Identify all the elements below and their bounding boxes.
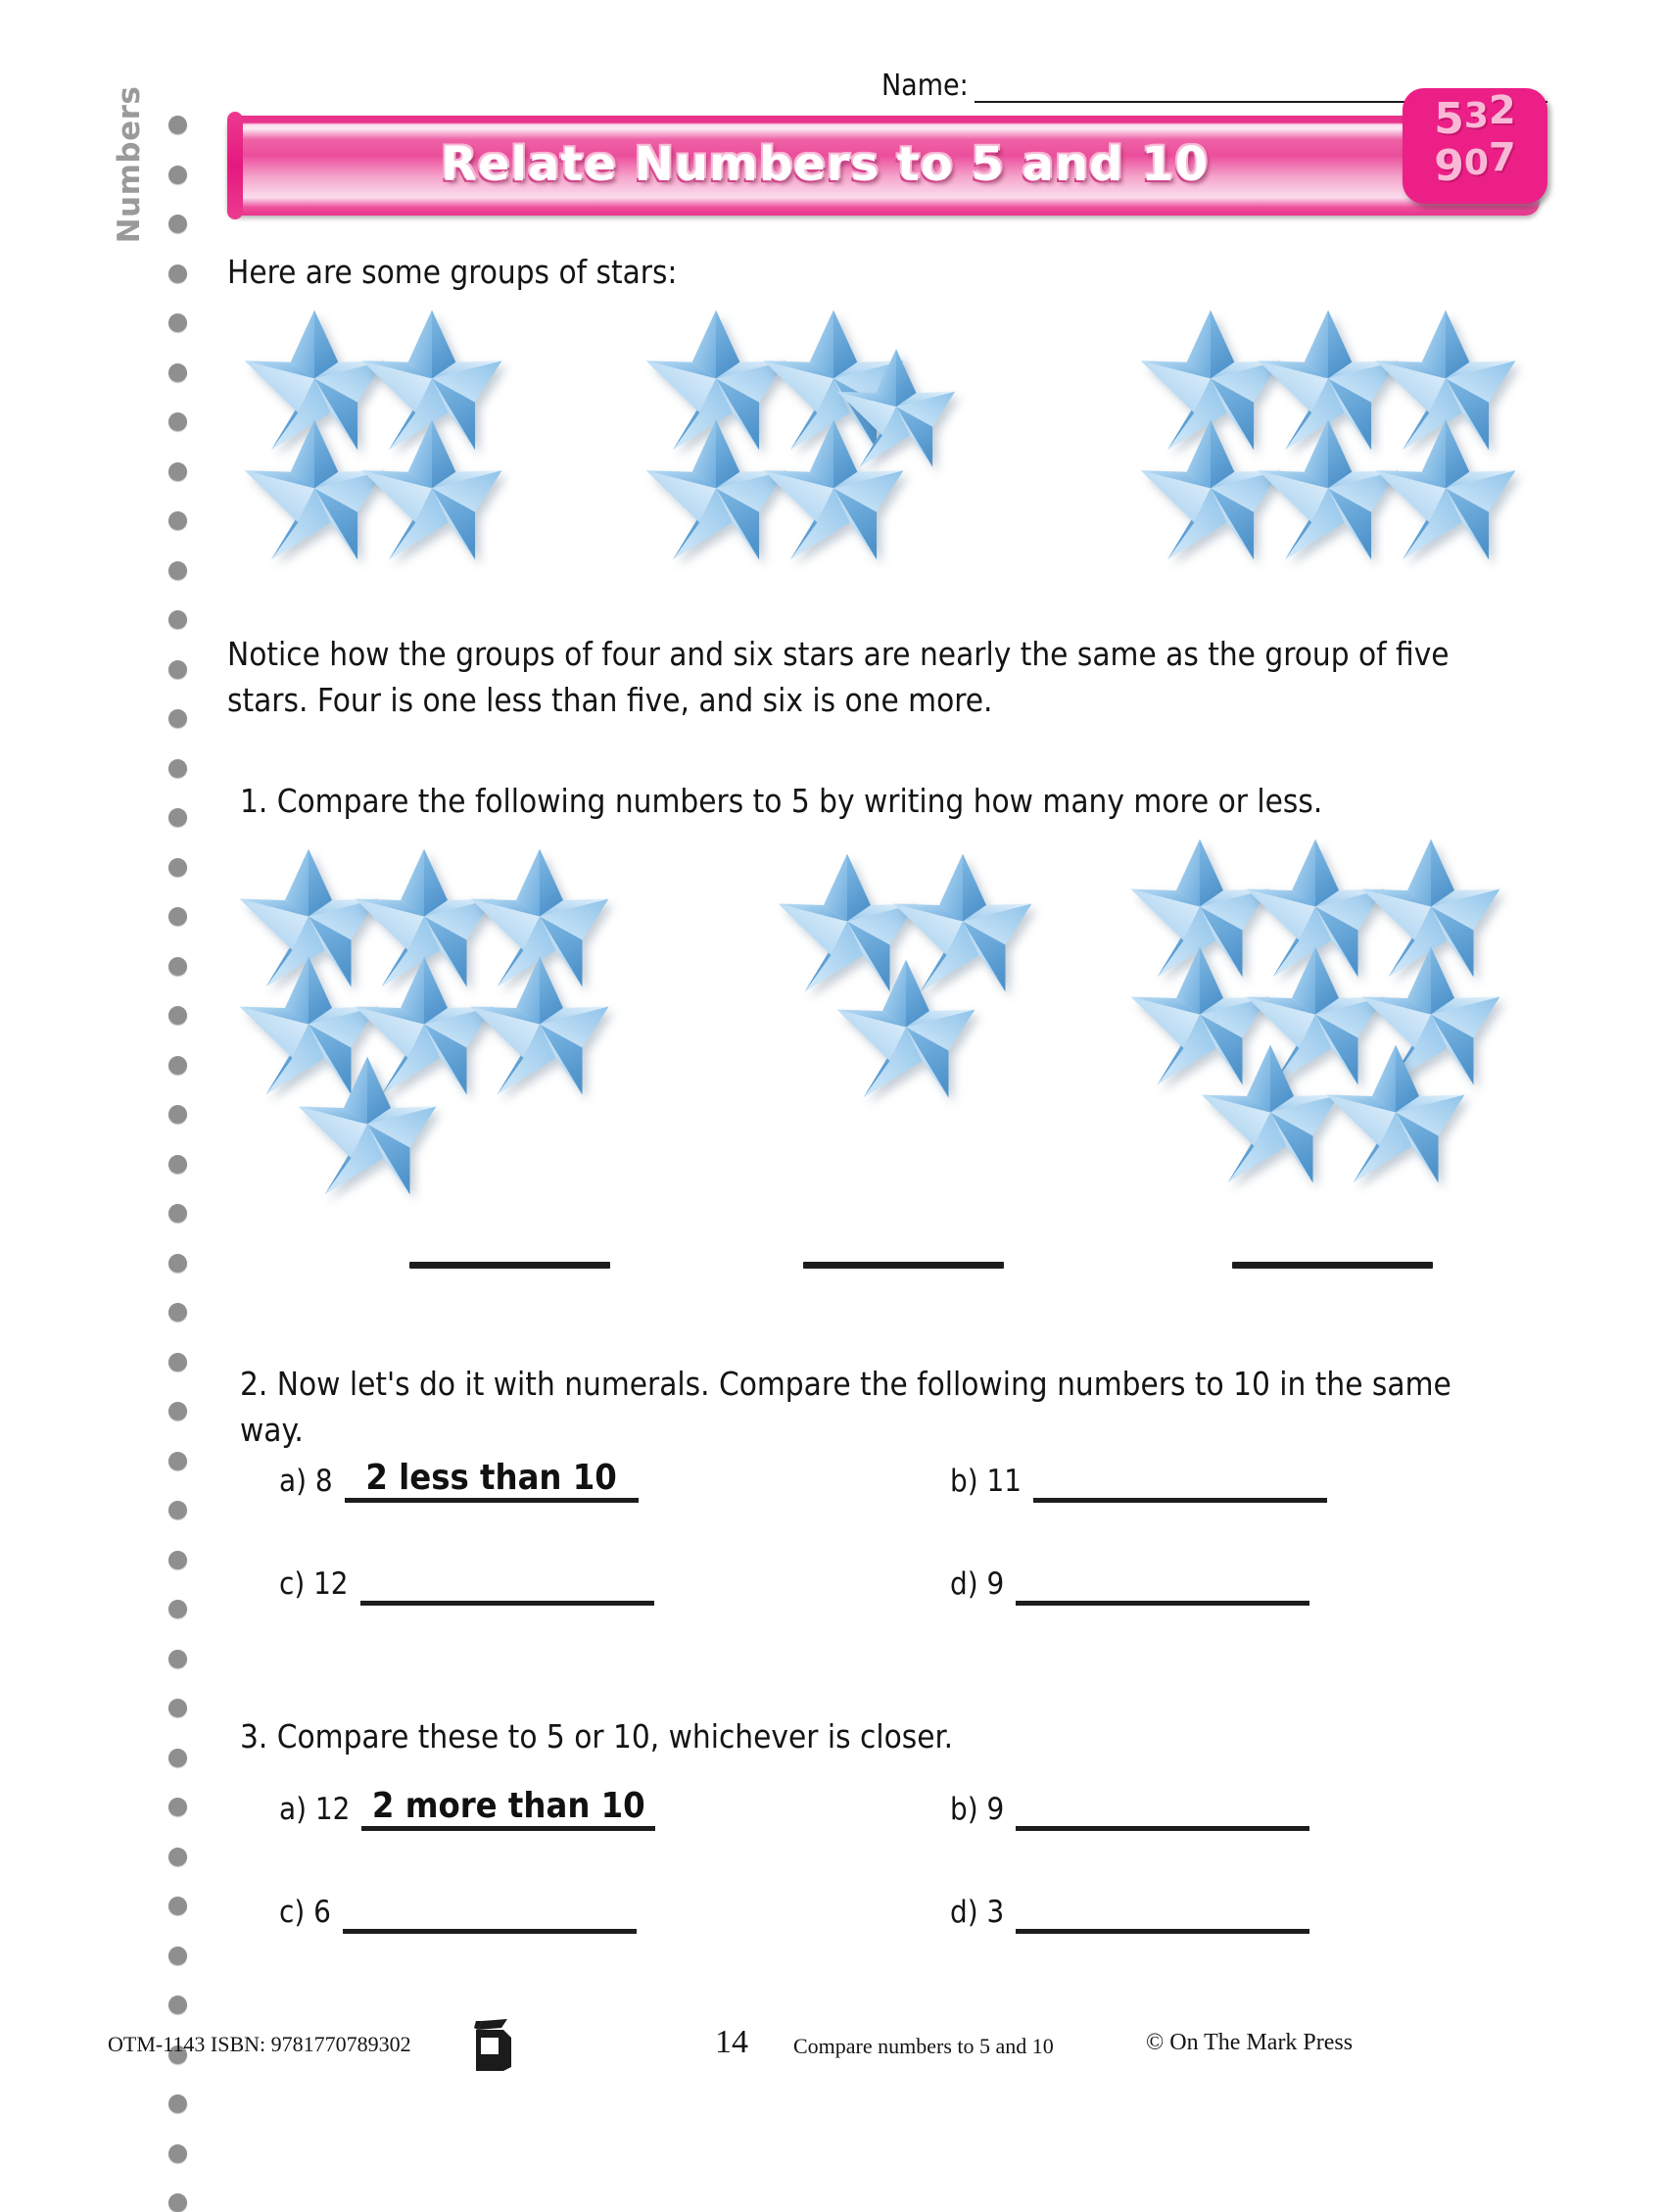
spiral-hole [168, 1600, 187, 1618]
spiral-hole [168, 2094, 187, 2113]
sidebar-tab-numbers: Numbers [112, 85, 147, 244]
badge-digit: 9 [1434, 141, 1464, 191]
star-icon [466, 955, 613, 1096]
question-2-number: 2. [240, 1365, 268, 1403]
q3-item-c-label: c) 6 [279, 1895, 331, 1930]
spiral-hole [168, 1452, 187, 1470]
star-icon [759, 418, 908, 561]
spiral-hole [168, 1551, 187, 1569]
q2-item-a-answer-text: 2 less than 10 [365, 1458, 617, 1498]
name-label: Name: [881, 69, 969, 103]
spiral-hole [168, 1897, 187, 1915]
badge-digit: 2 [1488, 88, 1516, 133]
example-star-group-six [1136, 309, 1498, 553]
q2-item-b [950, 1460, 1327, 1503]
badge-digit: 0 [1463, 143, 1489, 183]
badge-digits-bottom [1403, 135, 1547, 191]
spiral-hole [168, 709, 187, 728]
q3-item-a [279, 1788, 655, 1831]
spiral-hole [168, 610, 187, 629]
question-1 [240, 779, 1533, 825]
q3-item-c [279, 1891, 637, 1934]
spiral-hole [168, 957, 187, 976]
page-title: Relate Numbers to 5 and 10 [441, 136, 1209, 192]
q1-star-group-eight [1126, 838, 1528, 1171]
badge-digit: 3 [1463, 96, 1489, 136]
spiral-hole [168, 1798, 187, 1816]
spiral-hole [168, 215, 187, 233]
numbers-badge-icon [1403, 88, 1547, 204]
spiral-hole [168, 1402, 187, 1420]
spiral-hole [168, 759, 187, 778]
q2-item-c-answer-blank[interactable] [360, 1563, 654, 1606]
spiral-hole [168, 1996, 187, 2014]
spiral-hole [168, 1105, 187, 1124]
footer-page-number: 14 [715, 2024, 748, 2060]
star-icon [1371, 418, 1520, 561]
spiral-hole [168, 660, 187, 679]
question-2-text: Now let's do it with numerals. Compare the following numbers to 10 in the same way. [240, 1365, 1451, 1449]
footer-topic: Compare numbers to 5 and 10 [793, 2034, 1054, 2058]
q1-answer-blank-1[interactable] [409, 1262, 610, 1269]
page-footer [108, 2018, 1577, 2077]
spiral-hole [168, 1848, 187, 1866]
q3-item-d-answer-blank[interactable] [1016, 1891, 1309, 1934]
example-star-group-five [642, 309, 975, 553]
q1-star-group-three [774, 852, 1058, 1176]
q2-item-b-answer-blank[interactable] [1033, 1460, 1327, 1503]
star-icon [832, 958, 979, 1099]
q3-item-b-answer-blank[interactable] [1016, 1788, 1309, 1831]
q2-item-b-label: b) 11 [950, 1464, 1022, 1499]
badge-digit: 7 [1488, 135, 1516, 180]
spiral-hole [168, 1056, 187, 1075]
q2-item-c-label: c) 12 [279, 1566, 349, 1602]
notice-text: Notice how the groups of four and six stars are nearly the same as the group of five stars. Four is one less than five, and six is one more. [227, 635, 1450, 719]
question-2 [240, 1362, 1503, 1454]
spiral-hole [168, 313, 187, 332]
badge-digits-top [1403, 88, 1547, 144]
spiral-hole [168, 462, 187, 481]
spiral-hole [168, 264, 187, 283]
star-icon [294, 1055, 441, 1196]
question-3-text: Compare these to 5 or 10, whichever is closer. [276, 1717, 954, 1755]
q3-item-b-label: b) 9 [950, 1792, 1005, 1827]
spiral-hole [168, 166, 187, 184]
spiral-hole [168, 1501, 187, 1519]
question-1-text: Compare the following numbers to 5 by writing how many more or less. [276, 782, 1323, 820]
question-2-answers [279, 1460, 1543, 1675]
q2-item-d-answer-blank[interactable] [1016, 1563, 1309, 1606]
spiral-binding [168, 116, 194, 1977]
q1-answer-blank-2[interactable] [803, 1262, 1004, 1269]
q3-item-d-label: d) 3 [950, 1895, 1005, 1930]
q3-item-c-answer-blank[interactable] [343, 1891, 637, 1934]
spiral-hole [168, 412, 187, 431]
q2-item-c [279, 1563, 654, 1606]
star-icon [357, 418, 506, 561]
q3-item-a-answer-blank[interactable] [361, 1788, 655, 1831]
q2-item-d-label: d) 9 [950, 1566, 1005, 1602]
q1-star-group-seven [235, 847, 637, 1171]
spiral-hole [168, 1650, 187, 1668]
spiral-hole [168, 1699, 187, 1717]
book-icon [452, 2018, 513, 2080]
spiral-hole [168, 907, 187, 926]
q3-item-a-answer-text: 2 more than 10 [371, 1786, 645, 1826]
q3-item-b [950, 1788, 1309, 1831]
q3-item-d [950, 1891, 1309, 1934]
spiral-hole [168, 511, 187, 530]
spiral-hole [168, 808, 187, 827]
spiral-hole [168, 1353, 187, 1371]
question-3 [240, 1714, 1503, 1760]
example-star-group-four [240, 309, 534, 553]
spiral-hole [168, 1749, 187, 1767]
star-icon [1322, 1043, 1469, 1184]
q2-item-a-label: a) 8 [279, 1464, 333, 1499]
q3-item-a-label: a) 12 [279, 1792, 351, 1827]
question-3-number: 3. [240, 1717, 268, 1755]
spiral-hole [168, 1303, 187, 1322]
spiral-hole [168, 1204, 187, 1223]
spiral-hole [168, 1155, 187, 1174]
footer-copyright: © On The Mark Press [1146, 2030, 1354, 2055]
spiral-hole [168, 116, 187, 134]
q2-item-a [279, 1460, 639, 1503]
spiral-hole [168, 2193, 187, 2212]
title-banner [227, 88, 1540, 216]
question-3-answers [279, 1788, 1543, 2003]
footer-isbn-code: OTM-1143 ISBN: 9781770789302 [108, 2032, 411, 2056]
spiral-hole [168, 561, 187, 580]
q1-answer-blank-3[interactable] [1232, 1262, 1433, 1269]
spiral-hole [168, 858, 187, 877]
spiral-hole [168, 1947, 187, 1965]
badge-digit: 5 [1434, 94, 1464, 144]
spiral-hole [168, 2144, 187, 2163]
q2-item-d [950, 1563, 1309, 1606]
question-1-number: 1. [240, 782, 268, 820]
q2-item-a-answer-blank[interactable] [345, 1460, 639, 1503]
intro-text: Here are some groups of stars: [227, 253, 678, 291]
spiral-hole [168, 1254, 187, 1273]
spiral-hole [168, 1006, 187, 1025]
spiral-hole [168, 363, 187, 382]
